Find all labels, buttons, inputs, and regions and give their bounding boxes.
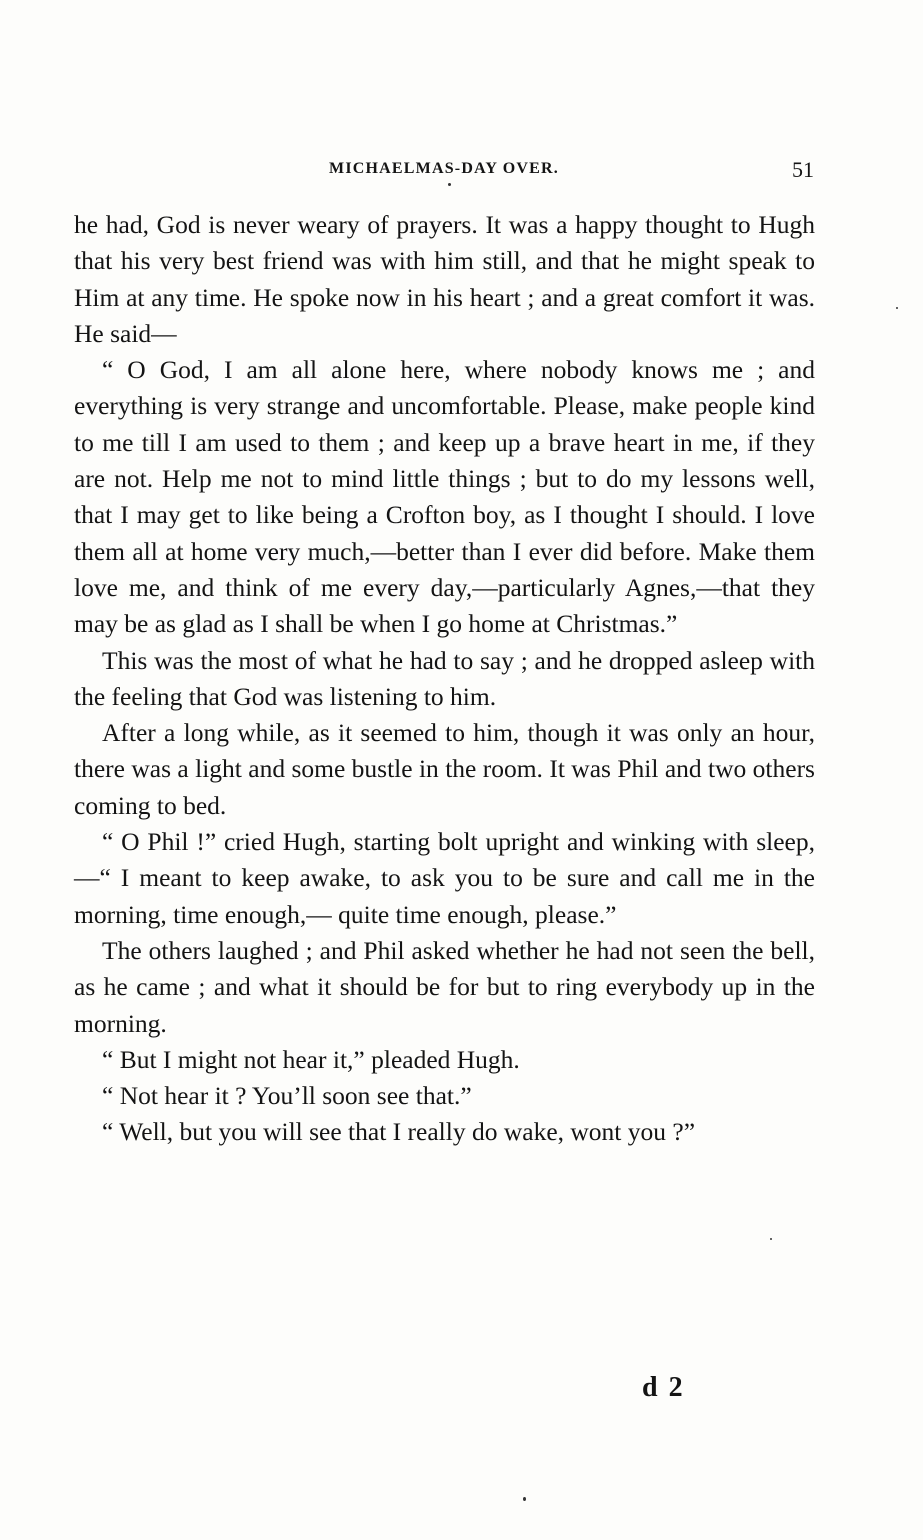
print-speck: [448, 183, 451, 186]
print-speck: [896, 307, 898, 309]
print-speck: [523, 1497, 526, 1501]
paragraph-1: he had, God is never weary of prayers. It was a happy thought to Hugh that his very best friend was with him still, and that he might speak to Him at any time. He spoke now in his heart ; and a great comfort it was. He said—: [74, 210, 815, 348]
paragraph-5: “ O Phil !” cried Hugh, starting bolt upright and winking with sleep,—“ I meant to keep awake, to ask you to be sure and call me in the morning, time enough,— quite time enough, please.”: [74, 827, 815, 929]
paragraph-7: “ But I might not hear it,” pleaded Hugh.: [102, 1044, 520, 1074]
paragraph-8: “ Not hear it ? You’ll soon see that.”: [102, 1081, 472, 1111]
running-title: MICHAELMAS-DAY OVER.: [329, 160, 559, 177]
page-number: 51: [792, 157, 814, 182]
running-head: [74, 157, 814, 184]
paragraph-3: This was the most of what he had to say ; and he dropped asleep with the feeling that God was listening to him.: [74, 645, 815, 711]
print-speck: [770, 1238, 772, 1240]
text-block: [74, 207, 815, 1151]
paragraph-9: “ Well, but you will see that I really do wake, wont you ?”: [102, 1117, 696, 1147]
paragraph-4: After a long while, as it seemed to him, though it was only an hour, there was a light and some bustle in the room. It was Phil and two others coming to bed.: [74, 718, 815, 820]
paragraph-2: “ O God, I am all alone here, where nobody knows me ; and everything is very strange and uncomfortable. Please, make people kind to me till I am used to them ; and keep up a brave heart in me, if they are not. Help me not to mind little things ; but to do my lessons well, that I may get to like being a Crofton boy, as I thought I should. I love them all at home very much,—better than I ever did before. Make them love me, and think of me every day,—particularly Agnes,—that they may be as glad as I shall be when I go home at Christmas.”: [74, 355, 815, 639]
paragraph-6: The others laughed ; and Phil asked whether he had not seen the bell, as he came ; and what it should be for but to ring everybody up in the morning.: [74, 935, 815, 1038]
signature-mark: d 2: [642, 1372, 685, 1403]
